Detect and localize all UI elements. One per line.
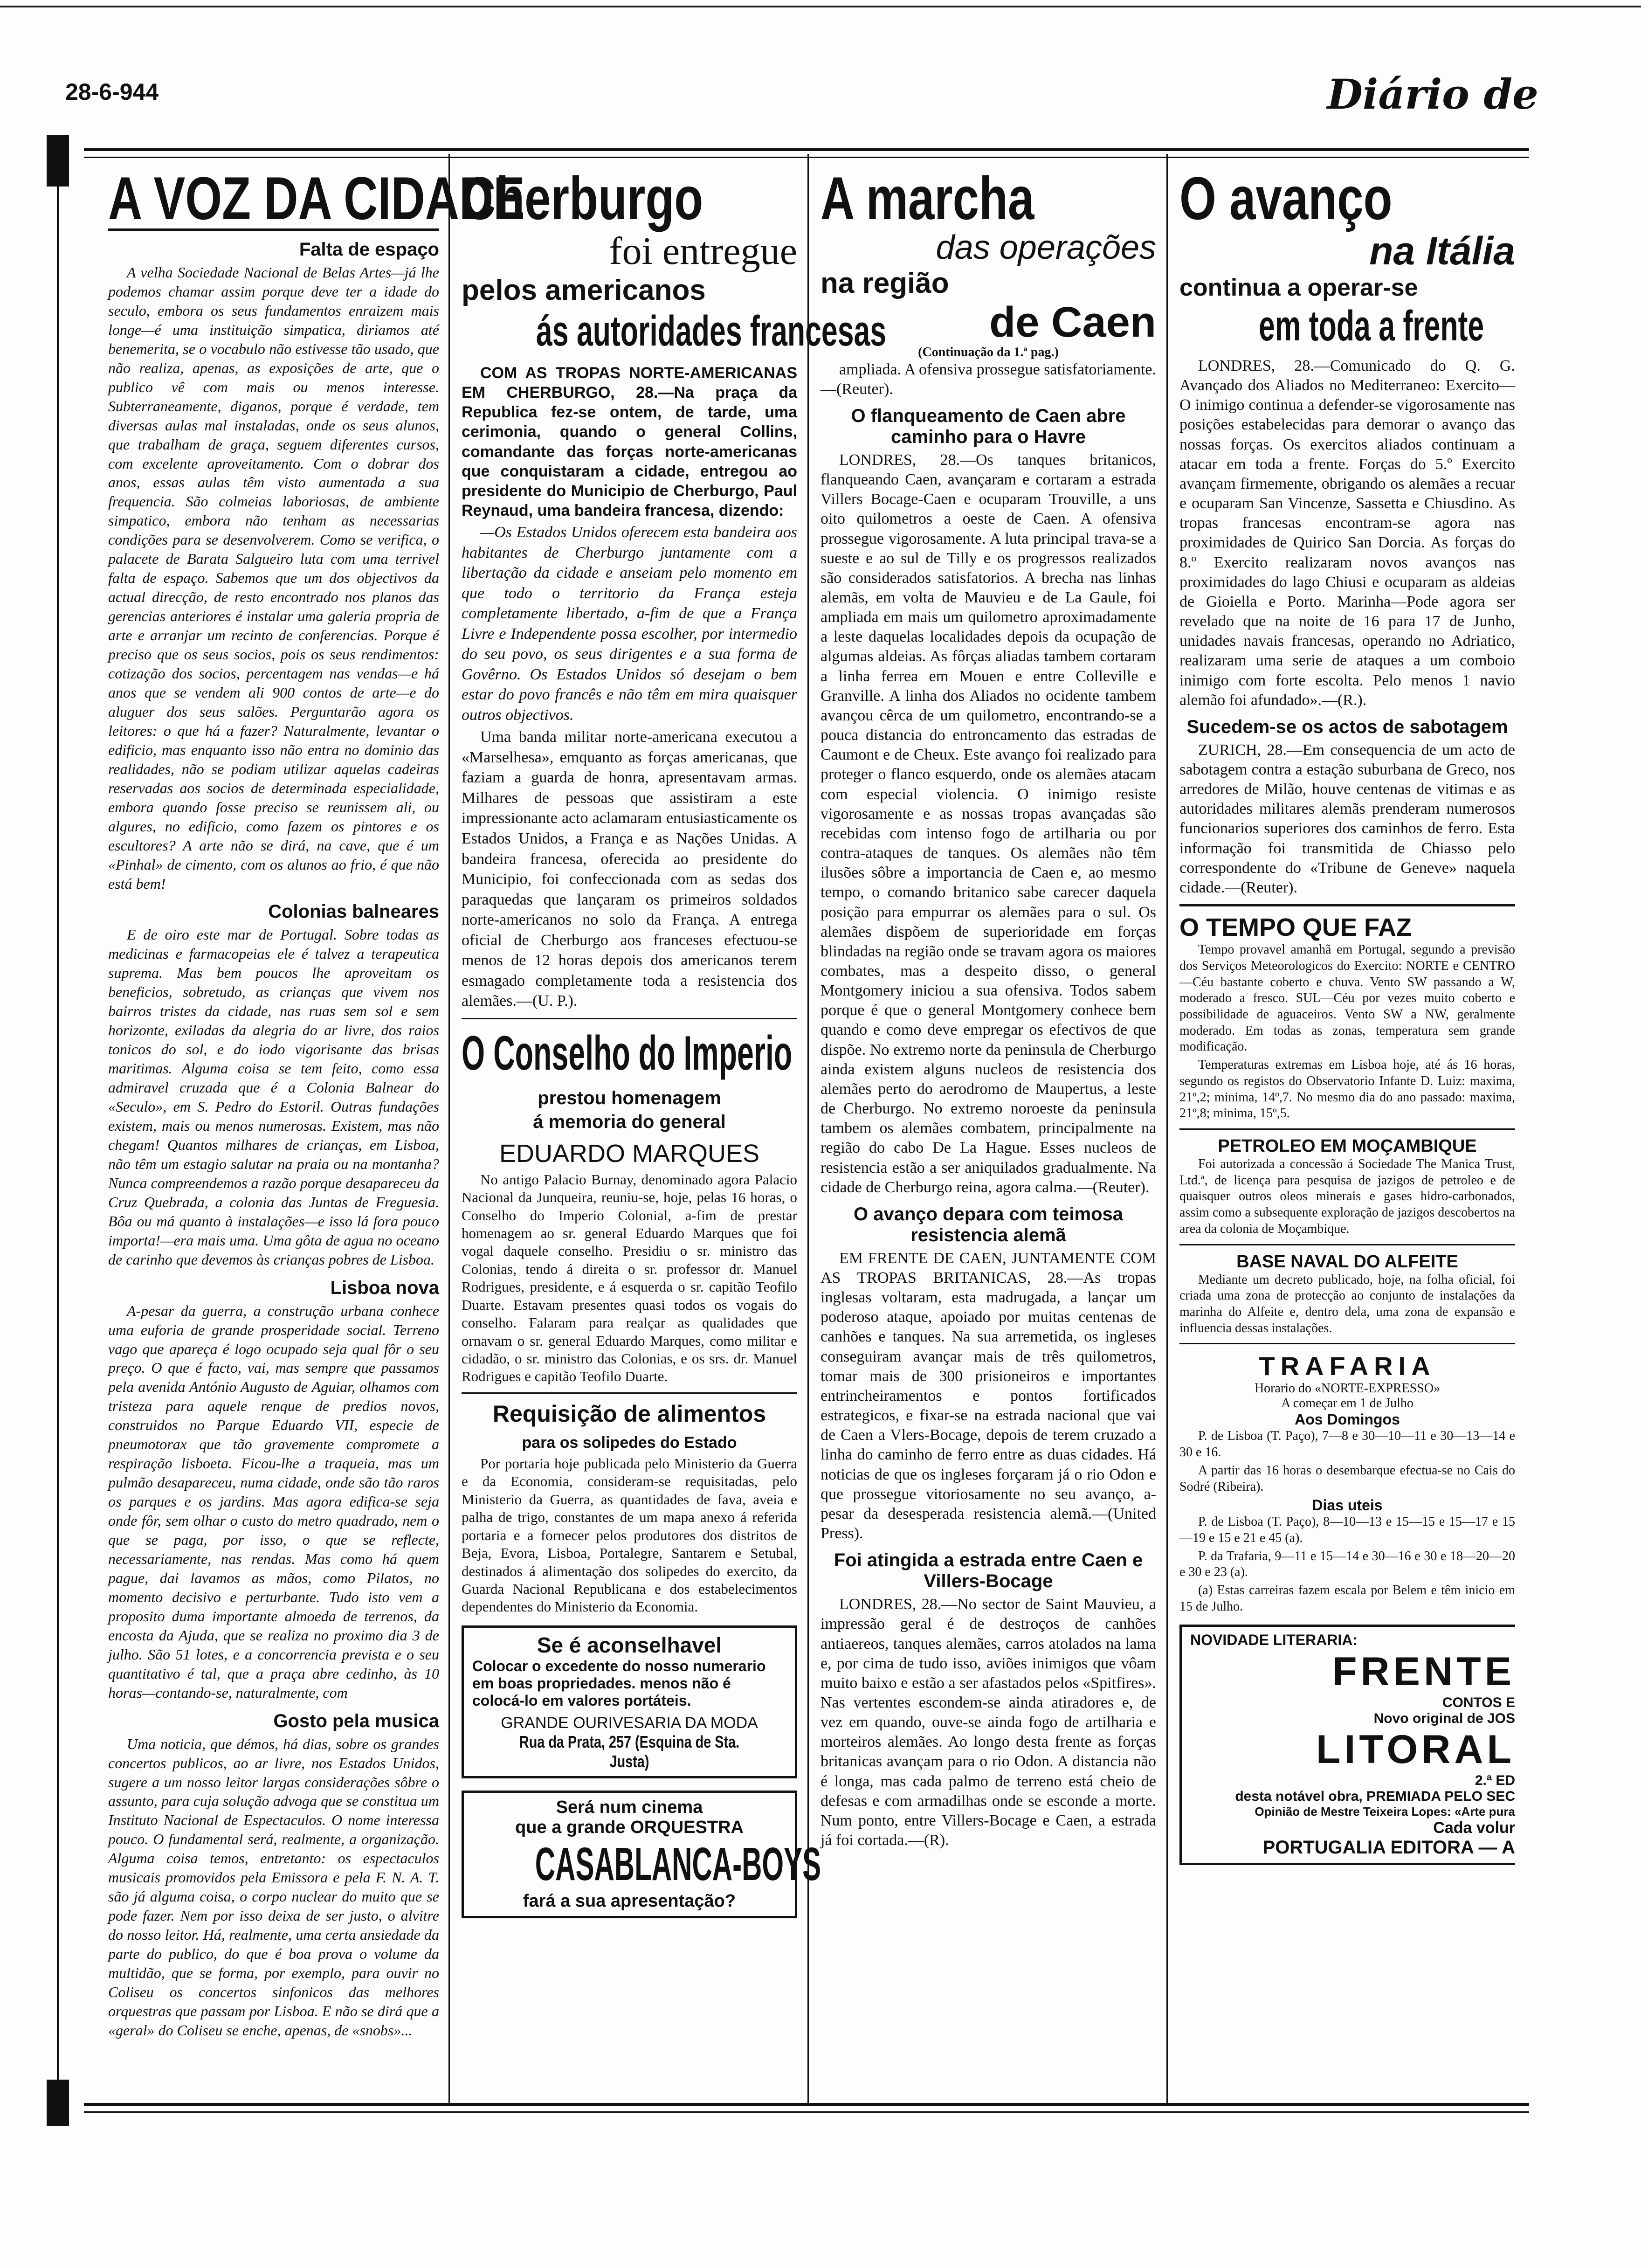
section-title: Gosto pela musica [273, 1710, 439, 1731]
lead-text: COM AS TROPAS NORTE-AMERICANAS EM CHERBURGO, 28.—Na praça da Republica fez-se ontem, de tarde, uma cerimonia, quando o general Collins, comandante das forças norte-americanas que conquistaram a cidade, entregou ao presidente do Municipio de Cherburgo, Paul Reynaud, uma bandeira francesa, dizendo: [462, 364, 797, 520]
ad-address: Rua da Prata, 257 (Esquina de Sta. Justa) [519, 1732, 740, 1771]
headline-marcha: A marcha [820, 164, 1034, 232]
divider [1179, 1244, 1515, 1245]
ad-band-name: CASABLANCA-BOYS [535, 1838, 821, 1890]
article-text: LONDRES, 28.—No sector de Saint Mauvieu, a impressão geral é de destroços de canhões antiaereos, tanques alemães, carros atolados na lama e, por cima de tudo isso, aviões inimigos que vôam muito baixo e estão a ser afastados pelos «Spitfires». Nas vertentes escondem-se ainda atiradores e, de vez em quando, ouve-se ainda fogo de artilharia e morteiros alemães. Ao longo desta frente as forças britanicas avançam para o rio Odon. A distancia não é longa, mas cada palmo de terreno está cheio de defesas e com armadilhas onde se esconde a morte. Num ponto, entre Villers-Bocage e Caen, a estrada já foi cortada.—(R). [820, 1596, 1156, 1849]
divider [1179, 1343, 1515, 1344]
schedule-text: P. da Trafaria, 9—11 e 15—14 e 30—16 e 30 e 18—20—20 e 30 e 23 (a). [1179, 1549, 1515, 1580]
ad-tag: NOVIDADE LITERARIA: [1190, 1631, 1358, 1648]
column-marcha [820, 164, 1156, 2094]
ad-line: Será num cinema [556, 1797, 703, 1817]
subheadline: na Itália [1369, 229, 1515, 273]
schedule-heading: Aos Domingos [1295, 1411, 1400, 1428]
article-text: Tempo provavel amanhã em Portugal, segundo a previsão dos Serviços Meteorologicos do Exercito: NORTE e CENTRO—Céu bastante coberto e chuva. Vento SW passando a W, moderado a fresco. SUL—Céu por vezes muito coberto e possibilidade de aguaceiros. Vento SW a NW, geralmente moderado. Em todas as zonas, temperatura sem grande modificação. [1179, 942, 1515, 1054]
subheadline: para os solipedes do Estado [522, 1433, 737, 1452]
article-text: E de oiro este mar de Portugal. Sobre todas as medicinas e farmacopeias ele é talvez a terapeutica suprema. Mas bem poucos lhe aproveitam os beneficios, sobretudo, as crianças que vivem nos bairros tristes da cidade, nas ruas sem sol e sem horizonte, exiladas da alegria do ar livre, dos raios tonicos do sol, e do iodo vigorisante das brisas maritimas. Alguma coisa se tem feito, como essa admiravel cruzada que é a Colonia Balnear do «Seculo», em S. Pedro do Estoril. Outras fundações existem, mais ou menos numerosas. Existem, mas não chegam! Quantos milhares de crianças, em Lisboa, não têm um estagio salutar na praia ou na montanha? Nunca compreendemos a razão porque desapareceu da Cruz Quebrada, a colonia das Juntas de Freguesia. Bôa ou má quanto à instalações—e isso lá fora pouco importa!—era mais uma. Uma gôta de agua no oceano de carinho que devemos às crianças pobres de Lisboa. [108, 926, 439, 1268]
article-text: No antigo Palacio Burnay, denominado agora Palacio Nacional da Junqueira, reuniu-se, hoje, pelas 16 horas, o Conselho do Imperio Colonial, a-fim de prestar homenagem ao sr. general Eduardo Marques que foi vogal daquele conselho. Presidiu o sr. ministro das Colonias, tendo á direita o sr. professor dr. Manuel Rodrigues, presidente, e á esquerda o sr. capitão Teofilo Duarte. Estavam presentes quasi todos os vogais do conselho. Falaram para realçar as qualidades que ornavam o sr. general Eduardo Marques, como militar e cidadão, o sr. ministro das Colonias, e os srs. dr. Manuel Rodrigues e capitão Teofilo Duarte. [462, 1171, 797, 1385]
schedule-text: P. de Lisboa (T. Paço), 7—8 e 30—10—11 e 30—13—14 e 30 e 16. [1179, 1429, 1515, 1460]
upper-rule-thin [84, 157, 1529, 158]
schedule-heading: Dias uteis [1312, 1497, 1383, 1514]
section-title: Colonias balneares [268, 901, 439, 922]
continuation-note: (Continuação da 1.ª pag.) [918, 345, 1059, 360]
top-rule [0, 6, 1641, 7]
divider [462, 1018, 797, 1019]
subheadline: prestou homenagem [538, 1087, 721, 1108]
article-text: ZURICH, 28.—Em consequencia de um acto de sabotagem contra a estação suburbana de Greco, nos arredores de Milão, houve centenas de vitimas e as autoridades militares alemãs prenderam numerosos funcionarios superiores dos caminhos de ferro. Esta informação foi transmitida de Chiasso pelo correspondente do «Tribune de Geneve» naquela cidade.—(Reuter). [1179, 741, 1515, 896]
article-text: LONDRES, 28.—Comunicado do Q. G. Avançado dos Aliados no Mediterraneo: Exercito—O inimigo continua a defender-se vigorosamente nas posições estabelecidas para demorar o avanço das nossas forças. Os exercitos aliados continuam a atacar em toda a frente. Forças do 5.º Exercito avançam firmemente, obrigando os alemães a recuar e ocuparam San Vincenze, Sassetta e Chiusdino. As tropas francesas encontram-se agora nas proximidades de Quirico San Dorcia. As forças do 8.º Exercito realizaram novos avanços nas proximidades do lago Chiusi e ocuparam as aldeias de Gioiella e Porto. Marinha—Pode agora ser revelado que na noite de 16 para 17 de Junho, unidades navais francesas, operando no Adriatico, realizaram uma serie de ataques a um comboio inimigo com forte escolta. Pelo menos 1 navio alemão foi afundado».—(R.). [1179, 357, 1515, 709]
page-date: 28-6-944 [65, 79, 159, 105]
ad-ourivesaria [462, 1625, 797, 1778]
subheadline: foi entregue [609, 229, 797, 273]
subheadline: continua a operar-se [1179, 274, 1418, 301]
masthead: Diário de [1327, 70, 1538, 118]
ad-word: LITORAL [1316, 1727, 1515, 1772]
section-title: Sucedem-se os actos de sabotagem [1186, 716, 1508, 737]
lower-rule-thin [84, 2111, 1529, 2113]
ad-word: FRENTE [1332, 1649, 1515, 1694]
headline-trafaria: TRAFARIA [1259, 1351, 1436, 1381]
headline-requisicao: Requisição de alimentos [492, 1400, 766, 1427]
article-text: A-pesar da guerra, a construção urbana conhece uma euforia de grande prosperidade social. Terreno vago que apareça é logo ocupado seja qual fôr o seu preço. O que é facto, vai, mas sempre que passamos pela avenida António Augusto de Aguiar, olhamos com tristeza para aquele renque de predios novos, construidos no Parque Eduardo VII, especie de pneumotorax que tão gravemente compromete a respiração lisboeta. Ficou-lhe a traqueia, mas um pulmão desapareceu, numa cidade, onde são tão raros os parques e os jardins. Mas agora edifica-se seja onde fôr, sem olhar o custo do metro quadrado, nem o que se paga, por isso, o que se reflecte, necessariamente, nas rendas. Mas como há quem pague, dai lavamos as mãos, como Pilatos, no momento decisivo e perturbante. Tudo isto vem a proposito duma importante almoeda de terrenos, da encosta da Ajuda, que se realiza no proximo dia 3 de julho. São 51 lotes, e a concorrencia prevista e o seu quantitativo é tal, que a praça abre cedinho, às 10 horas—contando-se, naturalmente, com [108, 1302, 439, 1701]
headline-conselho: O Conselho do Imperio [462, 1026, 793, 1080]
headline-tempo: O TEMPO QUE FAZ [1179, 913, 1412, 942]
margin-bar-bottom [47, 2080, 69, 2126]
headline-petroleo: PETROLEO EM MOÇAMBIQUE [1218, 1136, 1477, 1156]
divider [462, 1392, 797, 1394]
subheadline: em toda a frente [1259, 302, 1484, 350]
article-text: EM FRENTE DE CAEN, JUNTAMENTE COM AS TROPAS BRITANICAS, 28.—As tropas inglesas voltaram, esta madrugada, a lançar um poderoso ataque, apoiado por muitas centenas de canhões e tanques. Na sua arremetida, os ingleses conseguiram avançar mais de três quilometros, tomar mais de 300 prisioneiros e importantes entrincheiramentos e pontos fortificados estrategicos, e fixar-se na estrada nacional que vai de Caen a Vlers-Bocage, depois de terem cruzado a linha do caminho de ferro entre as duas cidades. Há noticias de que os ingleses forçaram já o rio Odon e que prossegue vitoriosamente no seu avanço, a-pesar da desesperada resistencia alemã.—(United Press). [820, 1249, 1156, 1542]
article-text: ampliada. A ofensiva prossegue satisfatoriamente.—(Reuter). [820, 360, 1156, 398]
subheadline: pelos americanos [462, 274, 706, 306]
article-text: Por portaria hoje publicada pelo Ministerio da Guerra e da Economia, consideram-se requisitadas, pelo Ministerio da Guerra, as quantidades de fava, aveia e palha de trigo, constantes de um mapa anexo á referida portaria e a fornecer pelos produtores dos distritos de Beja, Evora, Lisboa, Portalegre, Santarem e Setubal, destinados á alimentação dos solipedes do exercito, da Guarda Nacional Republicana e dos estabelecimentos dependentes do Ministerio da Economia. [462, 1455, 797, 1615]
subheadline: á memoria do general [533, 1111, 726, 1132]
column-rule [807, 154, 809, 2105]
ad-publisher: PORTUGALIA EDITORA — A [1262, 1837, 1515, 1858]
schedule-text: P. de Lisboa (T. Paço), 8—10—13 e 15—15 e 15—17 e 15—19 e 15 e 21 e 45 (a). [1179, 1514, 1515, 1546]
section-title: Lisboa nova [330, 1277, 439, 1298]
article-text: Mediante um decreto publicado, hoje, na folha oficial, foi criada uma zona de protecção ao conjunto de instalações da marinha do Alfeite e, dentro dela, uma zona de expansão e influencia dessas instalações. [1179, 1272, 1515, 1335]
subheadline-name: EDUARDO MARQUES [499, 1139, 760, 1168]
column-rule [448, 154, 450, 2105]
subheadline: na região [820, 267, 949, 299]
ad-line: Opinião de Mestre Teixeira Lopes: «Arte pura [1255, 1804, 1515, 1819]
article-text: Uma banda militar norte-americana executou a «Marselhesa», emquanto as forças americanas, que faziam a guarda de honra, apresentavam armas. Milhares de pessoas que assistiram a este impressionante acto aclamaram entusiasticamente os Estados Unidos, a França e as Nações Unidas. A bandeira francesa, oferecida ao presidente do Municipio, foi confeccionada com as sedas dos paraquedas que lançaram os primeiros soldados norte-americanos no solo da França. A entrega oficial de Cherburgo aos franceses efectuou-se menos de 12 horas depois dos americanos terem esmagado completamente toda a resistencia dos alemães.—(U. P.). [462, 728, 797, 1010]
ad-line: 2.ª ED [1475, 1772, 1515, 1788]
article-text: A velha Sociedade Nacional de Belas Artes—já lhe podemos chamar assim porque deve ter a idade do seculo, embora os seus fundamentos enraizem mais longe—é uma instituição simpatica, diriamos até benemerita, se o vocabulo não estivesse tão usado, que não realiza, apenas, as exposições de arte, que o publico vê com mais ou menos interesse. Subterraneamente, diganos, porque é verdade, tem diversas aulas mal instaladas, onde os seus alunos, que trabalham de graça, seguem diferentes cursos, com excelente aproveitamento. Com o dobrar dos anos, essas aulas têm visto aumentada a sua frequencia. São colmeias laboriosas, de ambiente simpatico, embora não tenham as necessarias condições para se desenvolverem. Como se verifica, o palacete de Barata Salgueiro luta com uma terrivel falta de espaço. Sabemos que um dos objectivos da actual direcção, de resto encontrado nos planos das gerencias anteriores é instalar uma galeria propria de arte e arranjar um recinto de conferencias. Porque é preciso que os seus socios, pois os seus rendimentos: cotização dos socios, percentagem nas vendas—e há anos que se vendem ali 900 contos de arte—e do aluguer dos seus salões. Perguntarão agora os leitores: o que há a fazer? Naturalmente, levantar o edificio, mas enquanto isso não entra no dominio das realidades, não se podiam utilizar aquelas cadeiras reservadas aos socios de determinada especialidade, embora quando fosse preciso se reunissem ali, ou algures, no edificio, como fazem os pintores e os escultores? A arte não se dirá, na cave, que é um «Pinhal» de cimento, com os alunos ao frio, é que não está bem! [108, 264, 439, 892]
ad-frente-litoral [1179, 1625, 1515, 1865]
column-avanco [1179, 164, 1515, 2094]
schedule-text: A partir das 16 horas o desembarque efectua-se no Cais do Sodré (Ribeira). [1179, 1463, 1515, 1494]
article-text: Temperaturas extremas em Lisboa hoje, até ás 16 horas, segundo os registos do Observatorio Infante D. Luiz: maxima, 21º,2; minima, 14º,7. No mesmo dia do ano passado: maxima, 21º,8; minima, 15º,5. [1179, 1058, 1515, 1121]
quote-text: —Os Estados Unidos oferecem esta bandeira aos habitantes de Cherburgo juntamente com a libertação da cidade e anseiam pelo momento em que todo o territorio da França esteja completamente libertado, a-fim de que a França Livre e Independente possa escolher, por intermedio do seu povo, os seus dirigentes e a sua forma de Govêrno. Os Estados Unidos só desejam o bem estar do povo francês e não têm em mira quaisquer outros objectivos. [462, 524, 797, 724]
headline-voz: A VOZ DA CIDADE [108, 164, 525, 232]
headline-avanco: O avanço [1179, 164, 1393, 232]
subheadline: das operações [936, 229, 1156, 266]
article-text: LONDRES, 28.—Os tanques britanicos, flanqueando Caen, avançaram e cortaram a estrada Villers Bocage-Caen e ocuparam Trouville, a uns oito quilometros a oeste de Caen. A ofensiva prossegue vigorosamente. A luta principal trava-se a sueste e ao sul de Tilly e os progressos realizados são considerados satisfatorios. A brecha nas linhas alemãs, em volta de Mauvieu e de La Gaule, foi ampliada em mais um quilometro aproximadamente a leste daquelas localidades depois da ocupação de algumas aldeias. As fôrças aliadas tambem cortaram a linha ferrea em Mouen e entre Colleville e Granville. A linha dos Aliados no ocidente tambem avançou cêrca de um quilometro, encontrando-se a pouca distancia do entroncamento das estradas de Caumont e de Cheux. Este avanço foi realizado para proteger o flanco esquerdo, onde os alemães atacam com especial violencia. O inimigo resiste vigorosamente e as nossas tropas avançadas são recebidas com intenso fogo de artilharia ou por contra-ataques de tanques. Os alemães não têm ilusões sôbre a importancia de Caen e, ao mesmo tempo, o comando britanico sabe carecer daquela posição para empurrar os alemães para o sul. Os alemães dispõem de superioridade em forças blindadas na região onde se travam agora os maiores combates, mas a despeito disso, o general Montgomery iniciou a sua ofensiva. Todos sabem porque é que o general Montgomery conhece bem quando e como deve empregar os efectivos de que dispõe. No extremo norte da peninsula de Cherburgo ainda existem alguns nucleos de resistencia dos alemães perto do aerodromo de Maupertus, a leste de Cherburgo. No extremo noroeste da peninsula tambem os alemães combatem, principalmente na região do cabo De La Hague. Esses nucleos de resistencia estão a ser aniquilados gradualmente. Na cidade de Cherburgo reina, agora calma.—(Reuter). [820, 451, 1156, 1196]
section-title: O flanqueamento de Caen abre caminho para o Havre [851, 405, 1126, 447]
headline-cherburgo: Cherburgo [462, 164, 703, 232]
ad-line: que a grande ORQUESTRA [515, 1817, 744, 1837]
schedule-text: (a) Estas carreiras fazem escala por Belem e têm inicio em 15 de Julho. [1179, 1583, 1515, 1614]
divider [1179, 1128, 1515, 1130]
subheadline: ás autoridades francesas [536, 307, 887, 355]
ad-company: GRANDE OURIVESARIA DA MODA [501, 1714, 758, 1732]
ad-line: Novo original de JOS [1373, 1710, 1515, 1726]
section-title: Foi atingida a estrada entre Caen e Villers-Bocage [834, 1550, 1143, 1592]
section-title: Falta de espaço [299, 239, 439, 260]
ad-title: Se é aconselhavel [537, 1632, 722, 1657]
margin-bar-top [47, 135, 69, 187]
article-text: Foi autorizada a concessão á Sociedade The Manica Trust, Ltd.ª, de licença para pesquisa de jazigos de petroleo e de quaisquer outros oleos minerais e gases hidro-carbonados, assim como a subsequente exploração de jazigos descobertos na area da colonia de Moçambique. [1179, 1156, 1515, 1236]
ad-line: desta notável obra, PREMIADA PELO SEC [1235, 1788, 1515, 1804]
ad-line: Cada volur [1433, 1819, 1515, 1837]
schedule-note: A começar em 1 de Julho [1281, 1396, 1413, 1411]
article-text: Uma noticia, que démos, há dias, sobre os grandes concertos publicos, ao ar livre, nos Estados Unidos, sugere a um nosso leitor largas considerações sôbre o assunto, para cuja solução advoga que se constitua um Instituto Nacional de Espectaculos. O nome interessa pouco. O fundamental será, realmente, a organização. Alguma coisa temos, entretanto: os espectaculos musicais promovidos pela Emissora e pela F. N. A. T. são já alguma coisa, o corpo nuclear do muito que se pode fazer. Nem por isso deixa de ser justo, o alvitre do nosso leitor. Há, realmente, uma certa ansiedade da parte do publico, do que é boa prova o volume da multidão, que se forma, por exemplo, para ouvir no Coliseu os concertos sinfonicos das melhores orquestras que passam por Lisboa. E não se dirá que a «geral» do Coliseu se enche, apenas, de «snobs»... [108, 1735, 439, 2039]
lower-rule [84, 2103, 1529, 2106]
ad-casablanca [462, 1791, 821, 1918]
subheadline: de Caen [989, 298, 1156, 346]
column-rule [1166, 154, 1168, 2105]
headline-alfeite: BASE NAVAL DO ALFEITE [1236, 1252, 1458, 1272]
schedule-note: Horario do «NORTE-EXPRESSO» [1254, 1381, 1441, 1396]
margin-line [57, 187, 59, 2080]
divider [1179, 904, 1515, 906]
ad-text: Colocar o excedente do nosso numerario em boas propriedades. menos não é colocá-lo em valores portáteis. [472, 1657, 766, 1709]
column-voz-da-cidade [108, 164, 525, 2094]
ad-line: CONTOS E [1442, 1694, 1515, 1710]
ad-line: fará a sua apresentação? [523, 1891, 736, 1911]
section-title: O avanço depara com teimosa resistencia alemã [853, 1203, 1123, 1245]
upper-rule [84, 148, 1529, 151]
